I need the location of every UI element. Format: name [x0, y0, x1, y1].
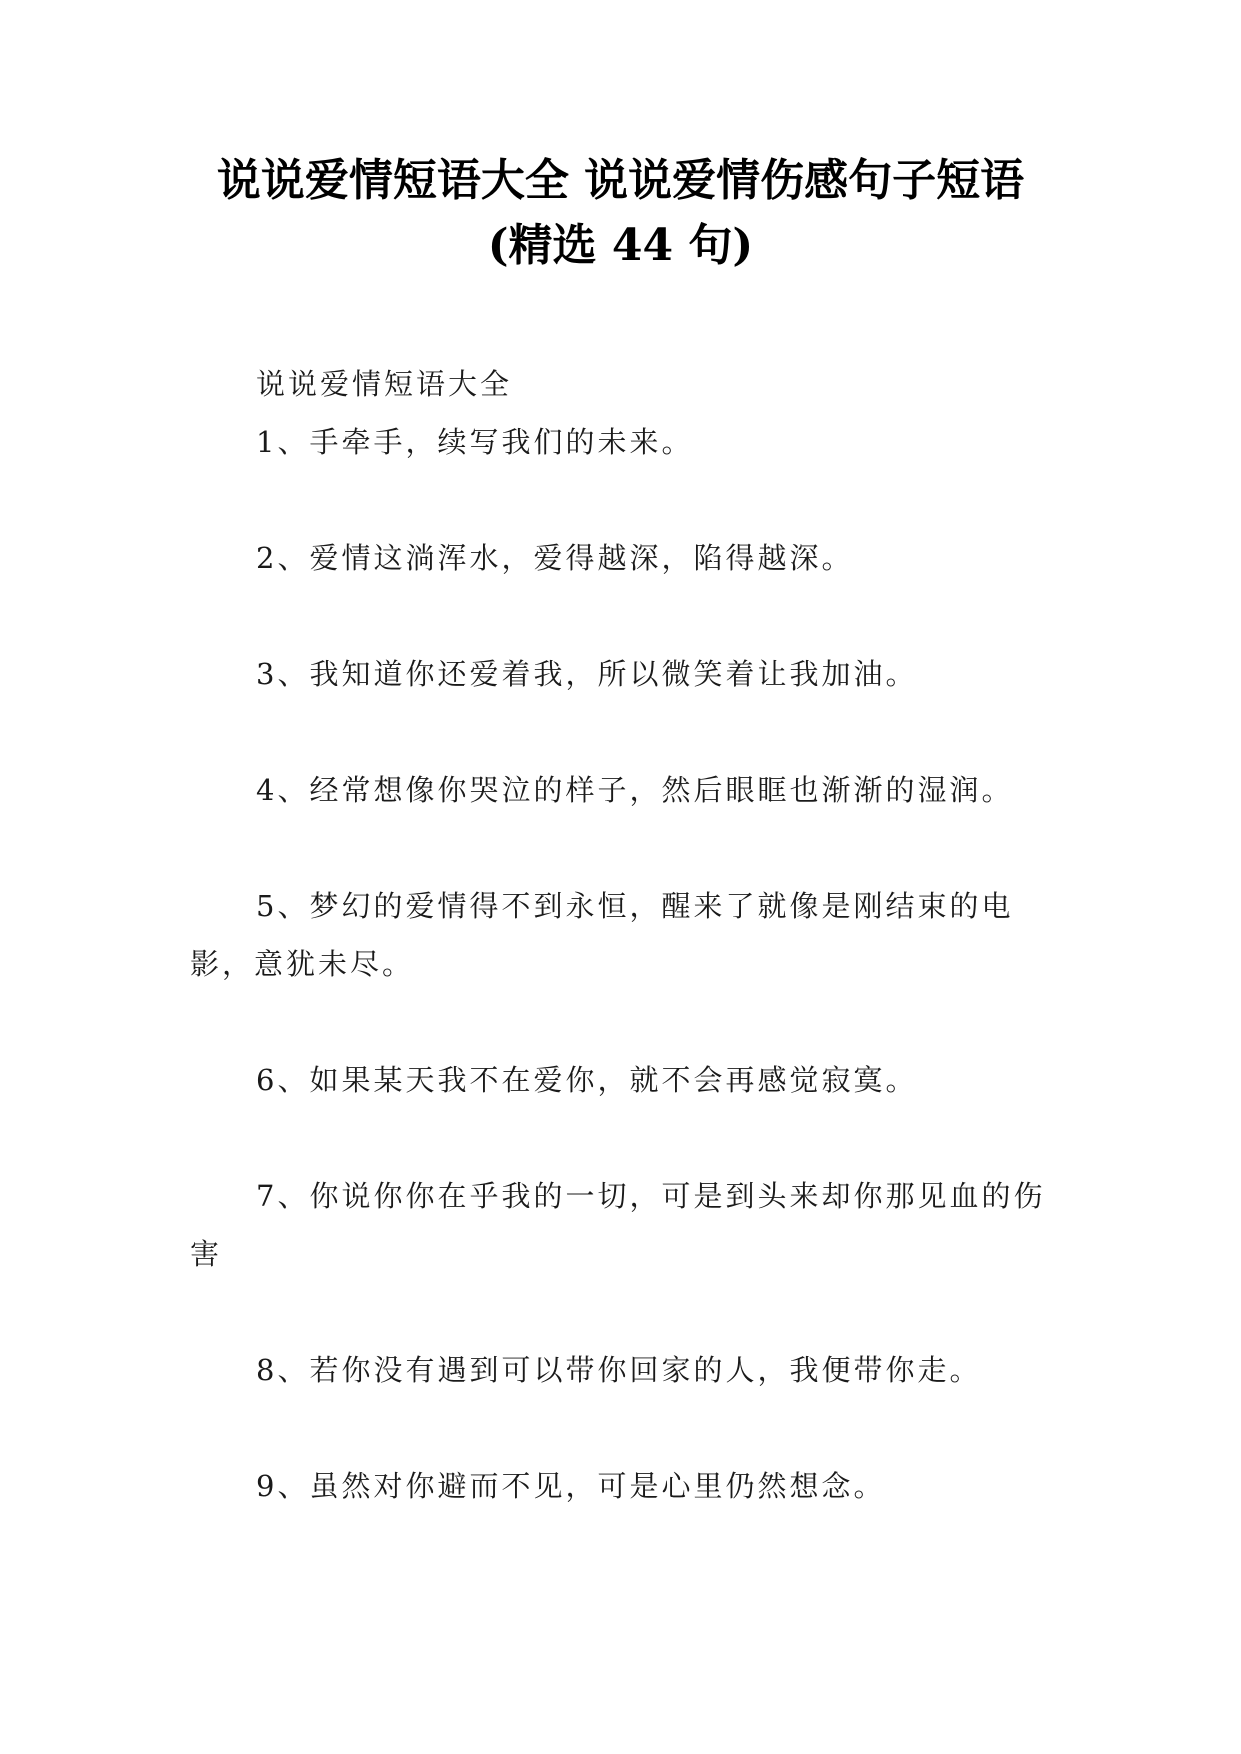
paragraph-gap	[190, 993, 1050, 1051]
paragraph-gap	[190, 1283, 1050, 1341]
list-item: 1、手牵手，续写我们的未来。	[256, 425, 694, 459]
list-item: 9、虽然对你避而不见，可是心里仍然想念。	[256, 1469, 886, 1503]
paragraph-gap	[190, 587, 1050, 645]
list-item: 3、我知道你还爱着我，所以微笑着让我加油。	[256, 657, 918, 691]
paragraph-gap	[190, 1399, 1050, 1457]
paragraph-gap	[190, 471, 1050, 529]
document-title-line1: 说说爱情短语大全 说说爱情伤感句子短语	[216, 155, 1025, 206]
paragraph-gap	[190, 1109, 1050, 1167]
paragraph-gap	[190, 703, 1050, 761]
document-body	[190, 355, 1050, 1515]
list-item: 4、经常想像你哭泣的样子，然后眼眶也渐渐的湿润。	[256, 773, 1014, 807]
list-item: 8、若你没有遇到可以带你回家的人，我便带你走。	[256, 1353, 982, 1387]
list-item: 7、你说你你在乎我的一切，可是到头来却你那见血的伤害	[190, 1179, 1046, 1271]
list-item: 5、梦幻的爱情得不到永恒，醒来了就像是刚结束的电影，意犹未尽。	[190, 889, 1014, 981]
document-title-line2: (精选 44 句)	[487, 220, 754, 271]
list-item: 2、爱情这淌浑水，爱得越深，陷得越深。	[256, 541, 854, 575]
list-item: 6、如果某天我不在爱你，就不会再感觉寂寞。	[256, 1063, 918, 1097]
paragraph-gap	[190, 819, 1050, 877]
section-heading: 说说爱情短语大全	[256, 367, 513, 401]
